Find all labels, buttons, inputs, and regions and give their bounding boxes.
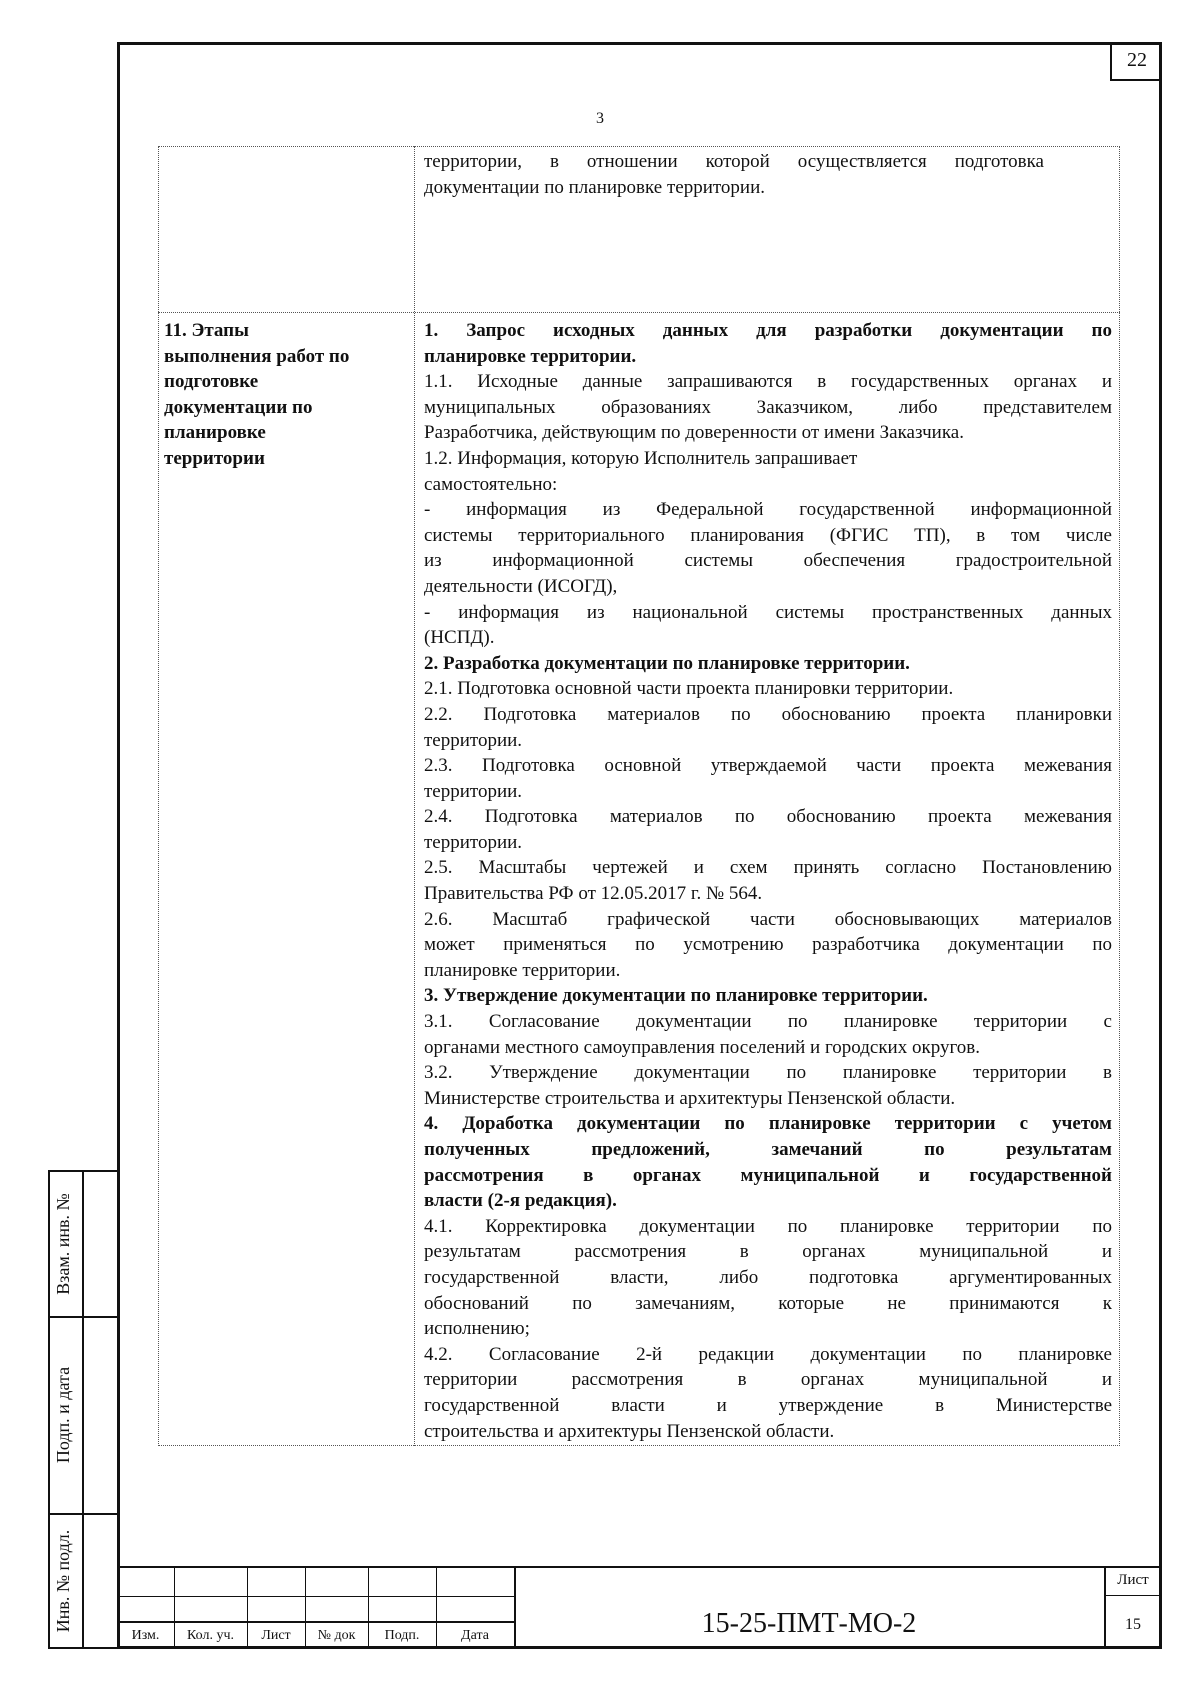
- stage-label-line: подготовке: [164, 371, 259, 393]
- row2-right-cell: [424, 318, 1112, 1444]
- content-line: государственной власти и утверждение в Министерстве: [424, 1394, 1112, 1416]
- content-line: 4.1. Корректировка документации по планировке территории по: [424, 1215, 1112, 1237]
- content-line: 1. Запрос исходных данных для разработки документации по: [424, 320, 1112, 341]
- content-line: 2.4. Подготовка материалов по обоснованию проекта межевания: [424, 806, 1112, 828]
- content-line: из информационной системы обеспечения градостроительной: [424, 550, 1112, 572]
- vzam-inv-label: Взам. инв. №: [53, 1193, 73, 1295]
- content-line: обоснований по замечаниям, которые не принимаются к: [424, 1292, 1112, 1314]
- content-line: 2. Разработка документации по планировке территории.: [424, 652, 910, 674]
- title-block-list-line: [1104, 1595, 1162, 1596]
- content-line: 4.2. Согласование 2-й редакции документации по планировке: [424, 1343, 1112, 1365]
- header-izm: Изм.: [131, 1628, 160, 1643]
- header-doc-no: № док: [317, 1628, 356, 1643]
- row1-right-cell: [424, 149, 1044, 200]
- content-line: территории.: [424, 729, 523, 751]
- content-line: (НСПД).: [424, 627, 495, 649]
- content-line: Министерстве строительства и архитектуры Пензенской области.: [424, 1087, 956, 1109]
- content-line: - информация из национальной системы пространственных данных: [424, 601, 1112, 623]
- stage-label-line: 11. Этапы: [164, 320, 249, 341]
- podp-data-label: Подп. и дата: [53, 1366, 73, 1464]
- side-stamp-divider: [82, 1170, 84, 1649]
- content-line: власти (2-я редакция).: [424, 1190, 617, 1212]
- content-line: - информация из Федеральной государственной информационной: [424, 499, 1112, 521]
- content-line: 2.6. Масштаб графической части обосновывающих материалов: [424, 908, 1112, 930]
- content-line: муниципальных образованиях Заказчиком, либо представителем: [424, 396, 1112, 418]
- content-line: 2.3. Подготовка основной утверждаемой части проекта межевания: [424, 755, 1112, 777]
- header-podp: Подп.: [384, 1628, 420, 1643]
- content-line: может применяться по усмотрению разработчика документации по: [424, 934, 1112, 956]
- stage-label-line: планировке: [164, 422, 266, 444]
- content-line: 3.2. Утверждение документации по планировке территории в: [424, 1062, 1112, 1084]
- content-line: системы территориального планирования (ФГИС ТП), в том числе: [424, 524, 1112, 546]
- document-number: 15-25-ПМТ-МО-2: [701, 1608, 917, 1639]
- content-line: исполнению;: [424, 1318, 530, 1340]
- stage-label-line: документации по: [164, 396, 313, 418]
- content-line: рассмотрения в органах муниципальной и государственной: [424, 1164, 1112, 1186]
- page-number: 3: [596, 110, 604, 127]
- table-column-divider: [414, 146, 415, 1446]
- title-block-top-line: [117, 1566, 1162, 1568]
- row1-text: территории, в отношении которой осуществляется подготовка документации по планировке территории.: [424, 151, 1044, 198]
- content-line: планировке территории.: [424, 959, 621, 981]
- header-data: Дата: [461, 1628, 489, 1643]
- content-line: территории.: [424, 780, 523, 802]
- content-line: Правительства РФ от 12.05.2017 г. № 564.: [424, 883, 763, 905]
- content-line: полученных предложений, замечаний по результатам: [424, 1139, 1112, 1160]
- content-line: 1.1. Исходные данные запрашиваются в государственных органах и: [424, 371, 1112, 393]
- content-line: территории рассмотрения в органах муниципальной и: [424, 1369, 1112, 1391]
- header-list: Лист: [261, 1628, 291, 1643]
- content-line: органами местного самоуправления поселений и городских округов.: [424, 1036, 981, 1058]
- content-line: государственной власти, либо подготовка аргументированных: [424, 1266, 1112, 1288]
- content-line: планировке территории.: [424, 345, 637, 367]
- content-line: 2.1. Подготовка основной части проекта планировки территории.: [424, 678, 954, 700]
- content-line: 4. Доработка документации по планировке территории с учетом: [424, 1113, 1112, 1135]
- content-line: 2.2. Подготовка материалов по обоснованию проекта планировки: [424, 703, 1112, 725]
- stage-label-line: выполнения работ по: [164, 345, 350, 367]
- stage-label: [164, 318, 404, 472]
- content-line: 3. Утверждение документации по планировке территории.: [424, 985, 928, 1007]
- list-label: Лист: [1117, 1572, 1149, 1588]
- content-line: результатам рассмотрения в органах муниципальной и: [424, 1241, 1112, 1263]
- sheet-number: 22: [1110, 42, 1162, 81]
- title-block-row-line: [117, 1596, 514, 1597]
- header-kol-uch: Кол. уч.: [187, 1628, 234, 1643]
- stage-label-line: территории: [164, 447, 265, 469]
- content-line: самостоятельно:: [424, 473, 558, 495]
- content-line: строительства и архитектуры Пензенской области.: [424, 1420, 835, 1442]
- content-line: Разработчика, действующим по доверенности от имени Заказчика.: [424, 422, 964, 444]
- content-line: 1.2. Информация, которую Исполнитель запрашивает: [424, 447, 858, 469]
- content-line: 3.1. Согласование документации по планировке территории с: [424, 1011, 1112, 1033]
- list-number: 15: [1125, 1616, 1141, 1633]
- title-block-row-line: [117, 1621, 514, 1623]
- inv-podl-label: Инв. № подл.: [53, 1529, 73, 1633]
- content-line: 2.5. Масштабы чертежей и схем принять согласно Постановлению: [424, 857, 1112, 879]
- content-line: деятельности (ИСОГД),: [424, 575, 618, 597]
- content-line: территории.: [424, 831, 523, 853]
- table-row-divider: [158, 312, 1120, 313]
